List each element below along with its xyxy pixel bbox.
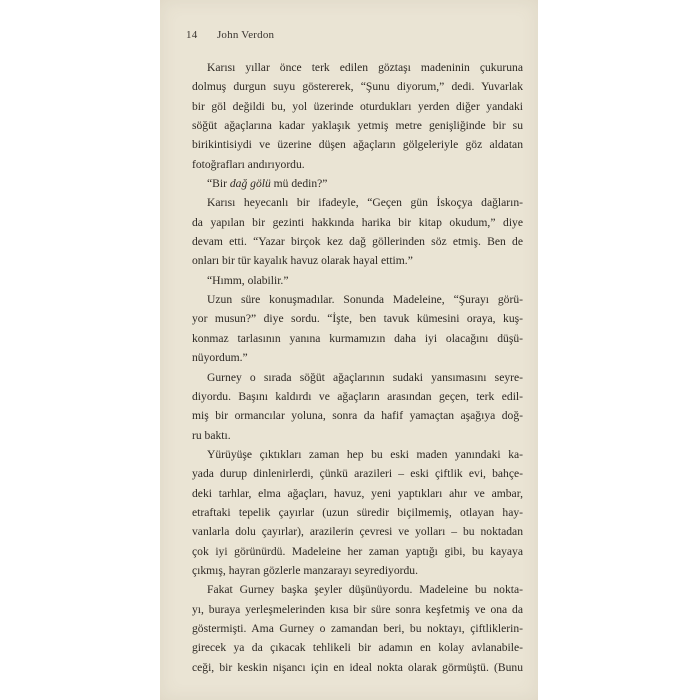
text-line: Gurney o sırada söğüt ağaçlarının sudaki yansımasını seyre- xyxy=(207,370,523,384)
text-line: girecek ya da çıkacak tehlikeli bir adamın en kolay avlanabile- xyxy=(192,641,523,655)
text-line: miş bir ormancılar yoluna, sonra da hafif yamaçtan aşağıya doğ- xyxy=(192,409,523,423)
running-header xyxy=(186,29,274,41)
text-line: devam etti. “Yazar birçok kez dağ göllerinden söz etmiş. Ben de xyxy=(192,235,523,249)
text-line: ru baktı. xyxy=(192,428,231,442)
text-line: deki tarhlar, elma ağaçları, havuz, yeni yaptıkları ahır ve ambar, xyxy=(192,486,523,500)
text-line: Uzun süre konuşmadılar. Sonunda Madeleine, “Şurayı görü- xyxy=(207,293,523,307)
text-line: yor musun?” diye sordu. “İşte, ben tavuk kümesini oraya, kuş- xyxy=(192,312,523,326)
text-line: Fakat Gurney başka şeyler düşünüyordu. Madeleine bu nokta- xyxy=(207,583,523,597)
text-line: birikintisiydi ve üzerine düşen ağaçların gölgeleriyle göz aldatan xyxy=(192,138,523,152)
text-line: dolmuş durgun suyu göstererek, “Şunu diyorum,” dedi. Yuvarlak xyxy=(192,80,523,94)
page-number: 14 xyxy=(186,29,198,41)
text-line: bir göl değildi bu, yol üzerinde oturdukları yerden diğer yandaki xyxy=(192,99,523,113)
text-line: nüyordum.” xyxy=(192,351,248,365)
text-line: Karısı yıllar önce terk edilen göztaşı madeninin çukuruna xyxy=(207,61,523,74)
text-line: çok iyi görünürdü. Madeleine her zaman yaptığı gibi, bu kayaya xyxy=(192,544,523,558)
text-line: ceği, bir keskin nişancı için en ideal nokta olarak görmüştü. (Bunu xyxy=(192,660,523,674)
text-line: yı, buraya yerleşmelerinden kısa bir süre sonra keşfetmiş ve ona da xyxy=(192,602,523,616)
text-line: çıkmış, hayran gözlerle manzarayı seyrediyordu. xyxy=(192,563,418,577)
text-line: konmaz tarlasının yanına kurmamızın daha iyi olacağını düşü- xyxy=(192,331,523,345)
text-line: “Hımm, olabilir.” xyxy=(207,273,289,287)
text-line: fotoğrafları andırıyordu. xyxy=(192,157,305,171)
text-line: Yürüyüşe çıktıkları zaman hep bu eski maden yanındaki ka- xyxy=(207,447,523,461)
text-line: onları bir tür kayalık havuz olarak hayal ettim.” xyxy=(192,254,413,268)
text-line: yada durup dinlenirlerdi, çünkü arazileri – eski çiftlik evi, bahçe- xyxy=(192,467,523,481)
text-line: diyordu. Başını kaldırdı ve ağaçların arasından geçen, terk edil- xyxy=(192,389,523,403)
text-line: göstermişti. Ama Gurney o zamandan beri, bu noktayı, çiftliklerin- xyxy=(192,621,523,635)
text-line: da yapılan bir gezinti hakkında harika bir kitap okudum,” diye xyxy=(192,215,523,229)
text-line: söğüt ağaçlarına kadar yaklaşık yetmiş metre genişliğinde bir su xyxy=(192,119,523,133)
author-name: John Verdon xyxy=(216,29,275,41)
body-text xyxy=(192,58,523,677)
text-line: Karısı heyecanlı bir ifadeyle, “Geçen gün İskoçya dağların- xyxy=(207,196,523,210)
text-line: etraftaki tepelik çayırlar (uzun süredir biçilmemiş, otlayan hay- xyxy=(192,505,523,519)
text-line: vanlarla dolu çayırlar), arazilerin çevresi ve yolları – bu noktadan xyxy=(192,525,523,539)
text-line: “Bir dağ gölü mü dedin?” xyxy=(207,177,328,191)
book-page xyxy=(160,0,538,700)
